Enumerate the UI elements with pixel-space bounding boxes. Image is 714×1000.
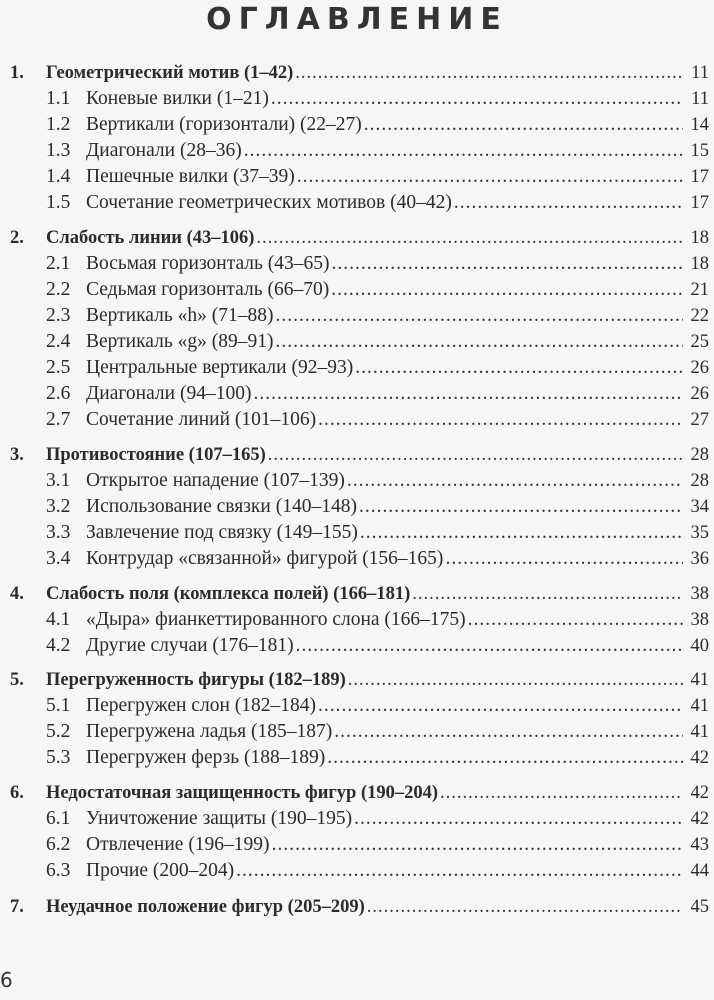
item-number: 5.3 (46, 747, 71, 768)
section-title: Противостояние (107–165) (46, 445, 266, 465)
dot-leader (468, 608, 683, 632)
toc-section[interactable] (10, 61, 709, 85)
item-number: 5.1 (46, 695, 71, 716)
item-title: Вертикаль «g» (89–91) (86, 331, 274, 352)
page-ref: 43 (690, 835, 709, 855)
page-ref: 28 (690, 471, 709, 491)
item-number: 1.2 (46, 114, 71, 135)
item-title: «Дыра» фианкеттированного слона (166–175) (86, 609, 466, 630)
section-number: 7. (10, 897, 24, 917)
item-title: Открытое нападение (107–139) (86, 470, 345, 491)
section-number: 5. (10, 670, 24, 690)
dot-leader (236, 859, 683, 883)
page-ref: 25 (690, 332, 709, 352)
toc-item[interactable] (46, 278, 709, 302)
page-ref: 34 (690, 497, 709, 517)
section-title: Слабость линии (43–106) (46, 228, 255, 248)
toc-item[interactable] (46, 859, 709, 883)
toc-item[interactable] (46, 547, 709, 571)
item-title: Центральные вертикали (92–93) (86, 357, 354, 378)
toc-section[interactable] (10, 443, 709, 467)
toc-item[interactable] (46, 113, 709, 137)
page-ref: 35 (690, 523, 709, 543)
dot-leader (440, 781, 683, 805)
page-ref: 21 (690, 280, 709, 300)
page-ref: 22 (690, 306, 709, 326)
page-number: 6 (0, 968, 13, 992)
dot-leader (412, 582, 683, 606)
dot-leader (331, 278, 683, 302)
item-number: 4.2 (46, 635, 71, 656)
page-ref: 41 (690, 696, 709, 716)
dot-leader (295, 61, 683, 85)
dot-leader (275, 330, 683, 354)
item-number: 1.3 (46, 140, 71, 161)
item-title: Использование связки (140–148) (86, 496, 357, 517)
section-number: 6. (10, 783, 24, 803)
page-ref: 15 (690, 141, 709, 161)
page-ref: 26 (690, 358, 709, 378)
item-title: Сочетание геометрических мотивов (40–42) (86, 192, 452, 213)
toc-item[interactable] (46, 87, 709, 111)
toc-item[interactable] (46, 495, 709, 519)
item-number: 2.3 (46, 305, 71, 326)
dot-leader (318, 408, 683, 432)
item-title: Другие случаи (176–181) (86, 635, 294, 656)
dot-leader (297, 165, 683, 189)
section-title: Перегруженность фигуры (182–189) (46, 670, 346, 690)
section-title: Неудачное положение фигур (205–209) (46, 897, 365, 917)
dot-leader (332, 252, 683, 276)
section-title: Геометрический мотив (1–42) (46, 63, 294, 83)
item-number: 3.1 (46, 470, 71, 491)
item-title: Коневые вилки (1–21) (86, 88, 269, 109)
item-number: 2.4 (46, 331, 71, 352)
dot-leader (454, 191, 683, 215)
dot-leader (355, 356, 683, 380)
dot-leader (367, 895, 683, 919)
toc-item[interactable] (46, 833, 709, 857)
toc-item[interactable] (46, 330, 709, 354)
page-ref: 42 (690, 748, 709, 768)
page-ref: 45 (690, 897, 709, 917)
page-ref: 42 (690, 809, 709, 829)
dot-leader (359, 495, 683, 519)
page-ref: 36 (690, 549, 709, 569)
toc-item[interactable] (46, 608, 709, 632)
item-number: 6.1 (46, 808, 71, 829)
section-number: 1. (10, 63, 24, 83)
item-number: 2.5 (46, 357, 71, 378)
item-title: Вертикали (горизонтали) (22–27) (86, 114, 362, 135)
dot-leader (296, 634, 683, 658)
page-ref: 38 (690, 584, 709, 604)
dot-leader (445, 547, 683, 571)
item-number: 1.4 (46, 166, 71, 187)
page-ref: 26 (690, 384, 709, 404)
item-number: 1.1 (46, 88, 71, 109)
dot-leader (334, 720, 683, 744)
section-number: 4. (10, 584, 24, 604)
section-number: 2. (10, 228, 24, 248)
toc-section[interactable] (10, 582, 709, 606)
toc-item[interactable] (46, 191, 709, 215)
page-ref: 42 (690, 783, 709, 803)
dot-leader (364, 113, 683, 137)
page-ref: 28 (690, 445, 709, 465)
toc-item[interactable] (46, 165, 709, 189)
item-title: Седьмая горизонталь (66–70) (86, 279, 330, 300)
toc-section[interactable] (10, 781, 709, 805)
item-title: Завлечение под связку (149–155) (86, 522, 358, 543)
item-number: 2.1 (46, 253, 71, 274)
toc-item[interactable] (46, 720, 709, 744)
dot-leader (256, 226, 683, 250)
item-title: Перегружена ладья (185–187) (86, 721, 333, 742)
page-ref: 40 (690, 636, 709, 656)
page-ref: 38 (690, 610, 709, 630)
toc-item[interactable] (46, 634, 709, 658)
toc-item[interactable] (46, 469, 709, 493)
page-ref: 11 (691, 63, 709, 83)
toc-item[interactable] (46, 252, 709, 276)
page-ref: 17 (690, 167, 709, 187)
section-title: Недостаточная защищенность фигур (190–204) (46, 783, 439, 803)
toc-item[interactable] (46, 356, 709, 380)
item-number: 5.2 (46, 721, 71, 742)
toc-section[interactable] (10, 895, 709, 919)
item-title: Сочетание линий (101–106) (86, 409, 317, 430)
dot-leader (327, 746, 683, 770)
dot-leader (253, 382, 683, 406)
toc-item[interactable] (46, 408, 709, 432)
page-ref: 14 (690, 115, 709, 135)
item-title: Пешечные вилки (37–39) (86, 166, 295, 187)
item-title: Уничтожение защиты (190–195) (86, 808, 353, 829)
toc-item[interactable] (46, 382, 709, 406)
item-number: 1.5 (46, 192, 71, 213)
toc-item[interactable] (46, 807, 709, 831)
item-title: Восьмая горизонталь (43–65) (86, 253, 330, 274)
dot-leader (347, 469, 683, 493)
toc-section[interactable] (10, 226, 709, 250)
item-number: 3.2 (46, 496, 71, 517)
item-title: Диагонали (94–100) (86, 383, 252, 404)
page-ref: 44 (690, 861, 709, 881)
toc-item[interactable] (46, 694, 709, 718)
page-ref: 41 (690, 722, 709, 742)
item-number: 2.2 (46, 279, 71, 300)
page-ref: 18 (690, 254, 709, 274)
dot-leader (354, 807, 683, 831)
dot-leader (268, 443, 683, 467)
item-number: 6.2 (46, 834, 71, 855)
section-title: Слабость поля (комплекса полей) (166–181) (46, 584, 411, 604)
dot-leader (244, 139, 683, 163)
item-title: Диагонали (28–36) (86, 140, 242, 161)
page-ref: 11 (691, 89, 709, 109)
item-number: 6.3 (46, 860, 71, 881)
dot-leader (272, 833, 683, 857)
page-ref: 17 (690, 193, 709, 213)
dot-leader (348, 668, 683, 692)
toc-item[interactable] (46, 139, 709, 163)
item-title: Прочие (200–204) (86, 860, 235, 881)
item-title: Отвлечение (196–199) (86, 834, 270, 855)
dot-leader (275, 304, 683, 328)
toc-section[interactable] (10, 668, 709, 692)
dot-leader (318, 694, 683, 718)
toc-item[interactable] (46, 521, 709, 545)
item-number: 4.1 (46, 609, 71, 630)
item-number: 3.4 (46, 548, 71, 569)
page-title: ОГЛАВЛЕНИЕ (206, 2, 508, 37)
item-number: 2.6 (46, 383, 71, 404)
item-title: Контрудар «связанной» фигурой (156–165) (86, 548, 444, 569)
item-number: 2.7 (46, 409, 71, 430)
page-ref: 41 (690, 670, 709, 690)
page-ref: 18 (690, 228, 709, 248)
page-ref: 27 (690, 410, 709, 430)
section-number: 3. (10, 445, 24, 465)
item-title: Перегружен слон (182–184) (86, 695, 316, 716)
item-title: Вертикаль «h» (71–88) (86, 305, 274, 326)
dot-leader (360, 521, 683, 545)
toc-item[interactable] (46, 304, 709, 328)
item-number: 3.3 (46, 522, 71, 543)
item-title: Перегружен ферзь (188–189) (86, 747, 326, 768)
dot-leader (271, 87, 683, 111)
toc-item[interactable] (46, 746, 709, 770)
